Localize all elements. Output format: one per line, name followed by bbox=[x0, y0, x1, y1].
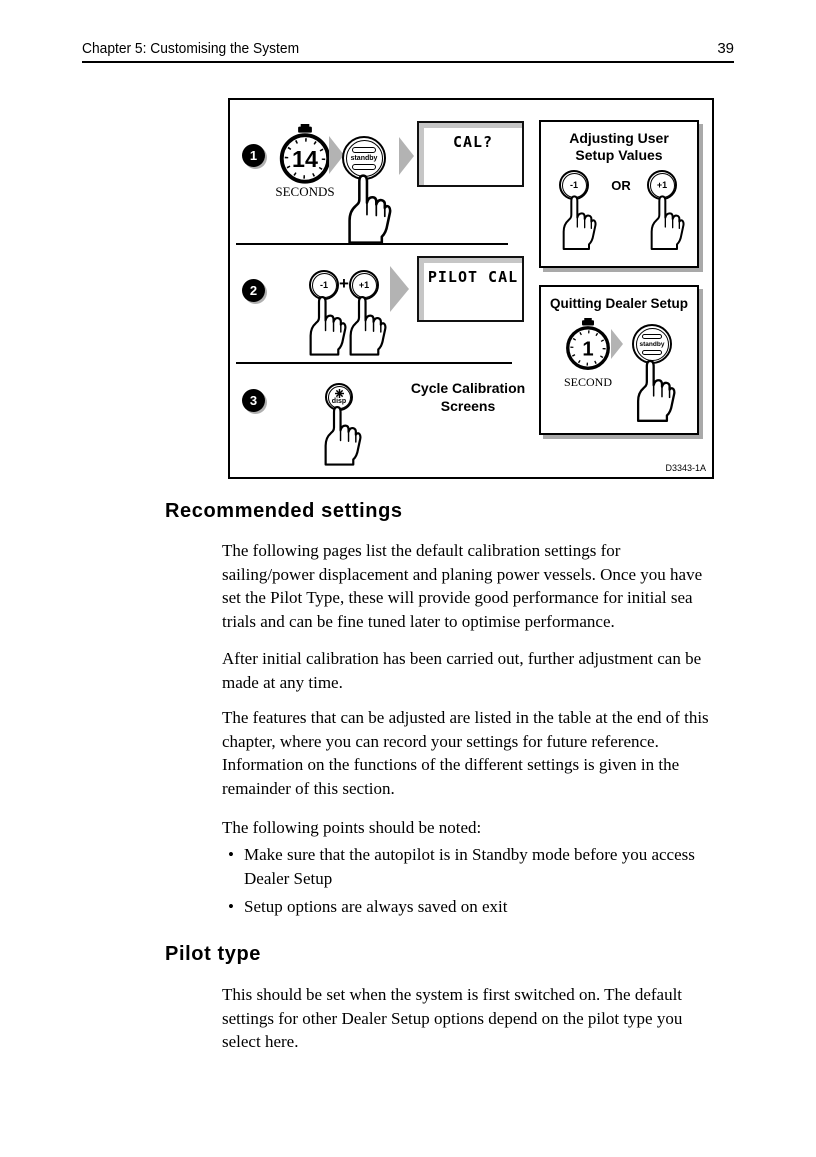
panel-adjust-title-line1: Adjusting User bbox=[569, 130, 669, 146]
timer-value-1: 14 bbox=[292, 146, 318, 173]
arrow-right-icon bbox=[399, 137, 414, 175]
step-3-badge bbox=[242, 389, 265, 412]
lcd-display-pilot-cal bbox=[417, 256, 524, 322]
step-3-caption bbox=[382, 379, 554, 415]
stopwatch-14s-icon bbox=[277, 124, 333, 186]
paragraph: This should be set when the system is first switched on. The default settings for other Dealer Setup options depend on the pilot type you select here. bbox=[222, 985, 683, 1051]
paragraph: After initial calibration has been carried out, further adjustment can be made at any time. bbox=[222, 649, 702, 692]
lcd-display-cal bbox=[417, 121, 524, 187]
panel-adjusting-user-setup bbox=[539, 120, 699, 268]
list-item bbox=[228, 843, 728, 890]
figure-divider-2 bbox=[236, 362, 512, 364]
pressing-hand-icon bbox=[553, 192, 597, 250]
paragraph: The following points should be noted: bbox=[222, 818, 482, 837]
arrow-right-icon bbox=[390, 266, 409, 312]
chapter-header: Chapter 5: Customising the System bbox=[82, 40, 300, 57]
panel-quitting-dealer-setup bbox=[539, 285, 699, 435]
step-2-number: 2 bbox=[249, 283, 258, 298]
step-3-number: 3 bbox=[249, 393, 258, 408]
standby-bottom-bar bbox=[352, 164, 376, 170]
list-item bbox=[228, 895, 728, 919]
standby-label: standby bbox=[350, 154, 378, 162]
timer-value-quit: 1 bbox=[582, 338, 594, 361]
pressing-hand-icon bbox=[339, 292, 387, 356]
pressing-hand-icon bbox=[314, 402, 362, 466]
pressing-hand-icon bbox=[626, 356, 676, 422]
bullet-icon: • bbox=[228, 897, 234, 916]
minus-one-label: -1 bbox=[569, 180, 578, 190]
plus-sign: + bbox=[339, 274, 349, 293]
brightness-icon bbox=[335, 389, 344, 398]
lcd-text-cal: CAL? bbox=[452, 133, 494, 151]
step-1-number: 1 bbox=[249, 148, 258, 163]
arrow-right-icon bbox=[611, 329, 623, 359]
figure-id-label: D3343-1A bbox=[665, 463, 706, 473]
panel-adjust-title-line2: Setup Values bbox=[575, 147, 663, 163]
lcd-bevel bbox=[419, 123, 522, 185]
standby-label: standby bbox=[639, 340, 665, 348]
bullet-text: Setup options are always saved on exit bbox=[244, 897, 508, 916]
panel-quit-title: Quitting Dealer Setup bbox=[549, 296, 688, 311]
step-1-badge bbox=[242, 144, 265, 167]
standby-bottom-bar bbox=[642, 350, 662, 355]
standby-top-bar bbox=[352, 147, 376, 153]
standby-top-bar bbox=[642, 334, 662, 339]
heading-pilot-type: Pilot type bbox=[165, 943, 262, 965]
disp-label: disp bbox=[331, 398, 347, 405]
plus-one-label: +1 bbox=[656, 180, 668, 190]
bullet-text: Make sure that the autopilot is in Standby mode before you access Dealer Setup bbox=[244, 845, 695, 888]
header-rule bbox=[82, 61, 734, 63]
bullet-icon: • bbox=[228, 845, 234, 864]
step-2-badge bbox=[242, 279, 265, 302]
calibration-figure bbox=[228, 98, 714, 479]
heading-recommended-settings: Recommended settings bbox=[165, 500, 403, 522]
caption-line-2: Screens bbox=[440, 398, 496, 414]
caption-line-1: Cycle Calibration bbox=[410, 380, 526, 396]
timer-unit-1: SECONDS bbox=[275, 184, 335, 199]
pressing-hand-icon bbox=[641, 192, 685, 250]
paragraph: The features that can be adjusted are listed in the table at the end of this chapter, where you can record your settings for future reference. Information on the functions of the different settings is given in the remainder of this section. bbox=[222, 708, 709, 798]
plus-one-label: +1 bbox=[358, 280, 370, 290]
or-label: OR bbox=[611, 178, 631, 193]
minus-one-label: -1 bbox=[319, 280, 328, 290]
panel-adjust-title bbox=[541, 122, 697, 164]
page-number: 39 bbox=[717, 40, 734, 57]
lcd-text-pilot-cal: PILOT CAL bbox=[427, 268, 519, 286]
pressing-hand-icon bbox=[336, 170, 392, 244]
stopwatch-1s-icon bbox=[564, 318, 612, 372]
lcd-bevel bbox=[419, 258, 522, 320]
timer-unit-quit: SECOND bbox=[563, 375, 612, 389]
paragraph: The following pages list the default calibration settings for sailing/power displacement and planing power vessels. Once you have set the Pilot Type, these will provide good performance for initial sea trials and can be fine tuned later to optimise performance. bbox=[222, 541, 703, 631]
